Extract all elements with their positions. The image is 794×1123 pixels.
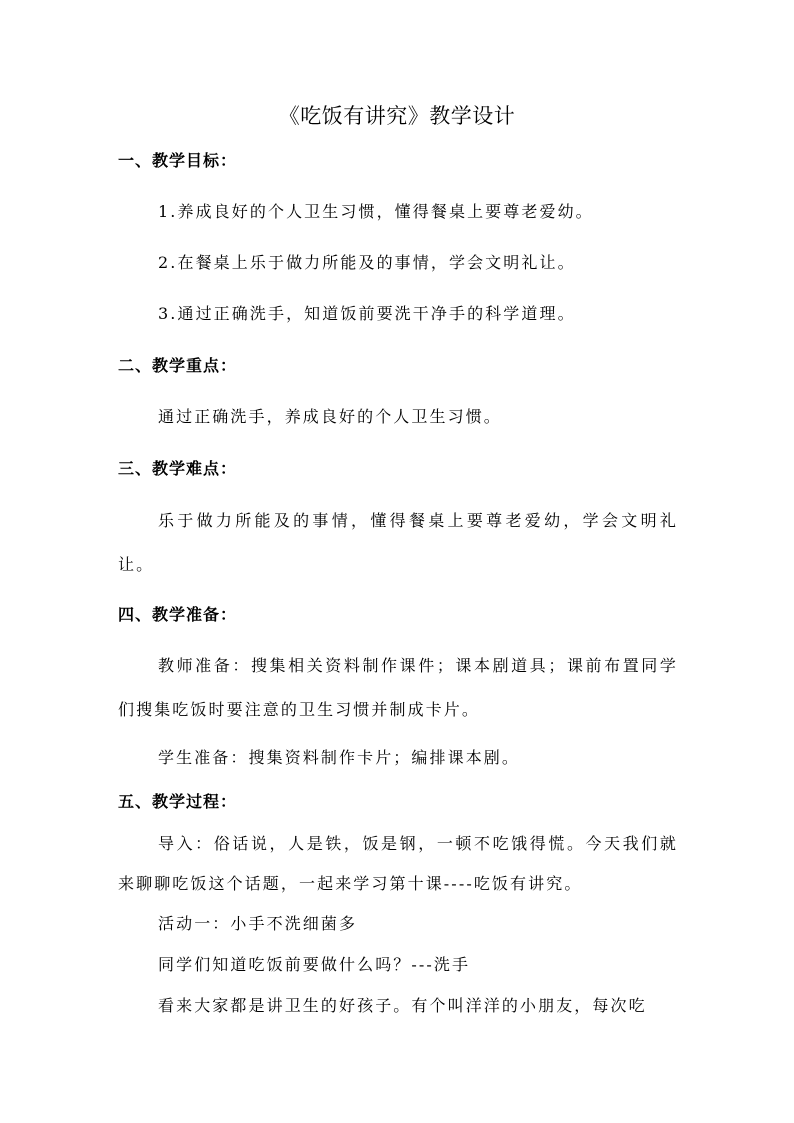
paragraph: 导入：俗话说，人是铁，饭是钢，一顿不吃饿得慌。今天我们就来聊聊吃饭这个话题，一起来学习第十课----吃饭有讲究。: [118, 834, 678, 893]
paragraph: 看来大家都是讲卫生的好孩子。有个叫洋洋的小朋友，每次吃: [158, 996, 647, 1015]
section-heading-objectives: 一、教学目标：: [118, 151, 238, 170]
paragraph: 2.在餐桌上乐于做力所能及的事情，学会文明礼让。: [158, 253, 576, 272]
paragraph: 同学们知道吃饭前要做什么吗？---洗手: [158, 955, 471, 974]
document-title: 《吃饭有讲究》教学设计: [278, 104, 516, 128]
paragraph: 活动一：小手不洗细菌多: [158, 914, 358, 933]
section-heading-difficulties: 三、教学难点：: [118, 459, 238, 478]
section-heading-key-points: 二、教学重点：: [118, 356, 238, 375]
paragraph: 教师准备：搜集相关资料制作课件；课本剧道具；课前布置同学们搜集吃饭时要注意的卫生习惯并制成卡片。: [118, 656, 678, 719]
paragraph: 3.通过正确洗手，知道饭前要洗干净手的科学道理。: [158, 304, 576, 323]
paragraph: 学生准备：搜集资料制作卡片；编排课本剧。: [158, 748, 521, 767]
paragraph: 通过正确洗手，养成良好的个人卫生习惯。: [158, 407, 502, 426]
section-heading-preparation: 四、教学准备：: [118, 605, 238, 624]
paragraph: 1.养成良好的个人卫生习惯，懂得餐桌上要尊老爱幼。: [158, 202, 594, 221]
section-heading-process: 五、教学过程：: [118, 792, 238, 811]
paragraph: 乐于做力所能及的事情，懂得餐桌上要尊老爱幼，学会文明礼让。: [118, 511, 678, 574]
